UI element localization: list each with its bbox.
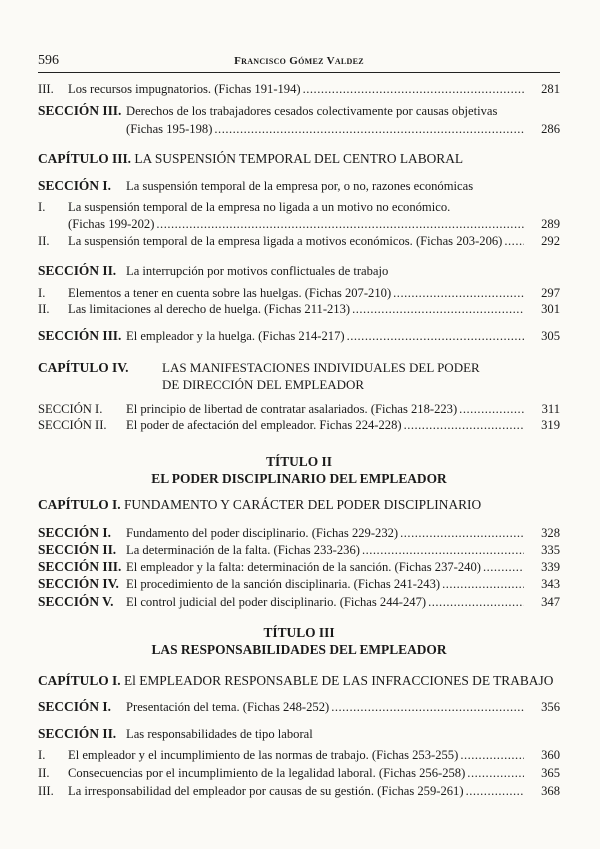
entry-page: 319 — [541, 418, 560, 432]
dot-leader — [442, 575, 524, 593]
entry-page: 368 — [541, 784, 560, 798]
entry-page: 335 — [541, 543, 560, 557]
dot-leader — [331, 698, 524, 716]
section-label: SECCIÓN II. — [38, 726, 117, 741]
running-header — [38, 52, 560, 73]
entry-text: El control judicial del poder disciplinario. (Fichas 244-247) — [126, 595, 427, 609]
entry-text: La suspensión temporal de la empresa ligada a motivos económicos. (Fichas 203-206) — [68, 234, 503, 248]
section-title: La interrupción por motivos conflictuales de trabajo — [126, 264, 389, 278]
entry-page: 339 — [541, 560, 560, 574]
running-author: Francisco Gómez Valdez — [234, 55, 364, 67]
toc-entry — [38, 232, 560, 250]
chapter-label: CAPÍTULO III. — [38, 151, 132, 166]
entry-text: El empleador y la huelga. (Fichas 214-217) — [126, 329, 345, 343]
toc-entry — [38, 782, 560, 800]
toc-entry — [38, 764, 560, 782]
entry-label: I. — [38, 748, 46, 762]
dot-leader — [460, 746, 524, 764]
entry-text: Consecuencias por el incumplimiento de la legalidad laboral. (Fichas 256-258) — [68, 766, 466, 780]
toc-entry-continuation — [38, 215, 560, 233]
chapter-title: LA SUSPENSIÓN TEMPORAL DEL CENTRO LABORAL — [134, 151, 464, 166]
toc-chapter-heading — [38, 496, 560, 516]
dot-leader — [400, 524, 524, 542]
section-label: SECCIÓN IV. — [38, 576, 119, 591]
title-number: TÍTULO III — [263, 625, 335, 640]
section-label: SECCIÓN III. — [38, 103, 122, 118]
section-label: SECCIÓN I. — [38, 178, 111, 193]
entry-page: 360 — [541, 748, 560, 762]
entry-page: 347 — [541, 595, 560, 609]
section-title: Las responsabilidades de tipo laboral — [126, 727, 313, 741]
dot-leader — [483, 558, 524, 576]
entry-page: 292 — [541, 234, 560, 248]
toc-chapter-heading — [38, 359, 560, 377]
entry-page: 343 — [541, 577, 560, 591]
section-label: SECCIÓN III. — [38, 559, 122, 574]
chapter-label: CAPÍTULO IV. — [38, 360, 129, 375]
dot-leader — [303, 80, 524, 98]
entry-label: III. — [38, 82, 54, 96]
entry-page: 301 — [541, 302, 560, 316]
chapter-label: CAPÍTULO I. — [38, 673, 121, 688]
chapter-title: El EMPLEADOR RESPONSABLE DE LAS INFRACCIONES DE TRABAJO — [123, 673, 554, 688]
entry-text: (Fichas 195-198) — [126, 122, 213, 136]
entry-text: El empleador y la falta: determinación de la sanción. (Fichas 237-240) — [126, 560, 481, 574]
entry-page: 281 — [541, 82, 560, 96]
toc-chapter-heading — [38, 672, 560, 692]
entry-label: III. — [38, 784, 54, 798]
entry-text: El procedimiento de la sanción disciplinaria. (Fichas 241-243) — [126, 577, 441, 591]
dot-leader — [404, 416, 524, 434]
entry-label: II. — [38, 234, 50, 248]
entry-text: Presentación del tema. (Fichas 248-252) — [126, 700, 330, 714]
entry-label: SECCIÓN I. — [38, 402, 103, 416]
toc-section-entry — [38, 593, 560, 611]
toc-section-heading — [38, 102, 560, 120]
entry-label: I. — [38, 200, 46, 214]
dot-leader — [428, 593, 524, 611]
toc-section-entry — [38, 327, 560, 345]
toc-chapter-heading-continuation — [38, 376, 560, 394]
toc-chapter-heading — [38, 150, 560, 170]
entry-page: 311 — [541, 402, 560, 416]
toc-entry — [38, 198, 560, 216]
title-number: TÍTULO II — [266, 454, 332, 469]
chapter-label: CAPÍTULO I. — [38, 497, 121, 512]
toc-section-heading — [38, 262, 560, 280]
entry-text: La irresponsabilidad del empleador por causas de su gestión. (Fichas 259-261) — [68, 784, 464, 798]
chapter-title: DE DIRECCIÓN DEL EMPLEADOR — [162, 377, 365, 392]
section-label: SECCIÓN I. — [38, 525, 111, 540]
entry-page: 328 — [541, 526, 560, 540]
entry-text: Los recursos impugnatorios. (Fichas 191-194) — [68, 82, 301, 96]
entry-page: 365 — [541, 766, 560, 780]
toc-section-heading — [38, 725, 560, 743]
chapter-title: LAS MANIFESTACIONES INDIVIDUALES DEL PODER — [162, 360, 480, 375]
toc-entry-continuation — [38, 120, 560, 138]
title-heading: LAS RESPONSABILIDADES DEL EMPLEADOR — [151, 642, 447, 657]
dot-leader — [352, 300, 524, 318]
toc-section-heading — [38, 177, 560, 195]
section-label: SECCIÓN III. — [38, 328, 122, 343]
toc-section-entry — [38, 575, 560, 593]
entry-text: El principio de libertad de contratar asalariados. (Fichas 218-223) — [126, 402, 458, 416]
dot-leader — [156, 215, 524, 233]
dot-leader — [466, 782, 524, 800]
entry-label: II. — [38, 766, 50, 780]
entry-page: 356 — [541, 700, 560, 714]
entry-page: 289 — [541, 217, 560, 231]
dot-leader — [467, 764, 524, 782]
section-label: SECCIÓN II. — [38, 542, 117, 557]
toc-section-entry — [38, 524, 560, 542]
entry-text: Fundamento del poder disciplinario. (Fichas 229-232) — [126, 526, 399, 540]
entry-text: El poder de afectación del empleador. Fichas 224-228) — [126, 418, 402, 432]
entry-text: La suspensión temporal de la empresa no ligada a un motivo no económico. — [68, 200, 451, 214]
toc-entry — [38, 300, 560, 318]
entry-text: Las limitaciones al derecho de huelga. (Fichas 211-213) — [68, 302, 351, 316]
section-label: SECCIÓN V. — [38, 594, 114, 609]
entry-label: SECCIÓN II. — [38, 418, 107, 432]
chapter-title: FUNDAMENTO Y CARÁCTER DEL PODER DISCIPLINARIO — [123, 497, 482, 512]
entry-text: La determinación de la falta. (Fichas 233-236) — [126, 543, 360, 557]
entry-label: II. — [38, 302, 50, 316]
dot-leader — [214, 120, 524, 138]
entry-page: 286 — [541, 122, 560, 136]
section-label: SECCIÓN I. — [38, 699, 111, 714]
entry-text: (Fichas 199-202) — [68, 217, 155, 231]
section-title: Derechos de los trabajadores cesados colectivamente por causas objetivas — [126, 104, 498, 118]
section-label: SECCIÓN II. — [38, 263, 117, 278]
entry-text: Elementos a tener en cuenta sobre las huelgas. (Fichas 207-210) — [68, 286, 392, 300]
entry-text: El empleador y el incumplimiento de las normas de trabajo. (Fichas 253-255) — [68, 748, 459, 762]
toc-section-entry — [38, 698, 560, 716]
toc-entry — [38, 80, 560, 98]
entry-page: 297 — [541, 286, 560, 300]
dot-leader — [362, 541, 524, 559]
toc-section-entry — [38, 541, 560, 559]
toc-entry — [38, 416, 560, 434]
dot-leader — [347, 327, 524, 345]
title-heading: EL PODER DISCIPLINARIO DEL EMPLEADOR — [151, 471, 447, 486]
toc-section-entry — [38, 558, 560, 576]
toc-entry — [38, 746, 560, 764]
entry-label: I. — [38, 286, 46, 300]
entry-page: 305 — [541, 329, 560, 343]
section-title: La suspensión temporal de la empresa por, o no, razones económicas — [126, 179, 474, 193]
page-number: 596 — [38, 53, 59, 68]
dot-leader — [504, 232, 524, 250]
